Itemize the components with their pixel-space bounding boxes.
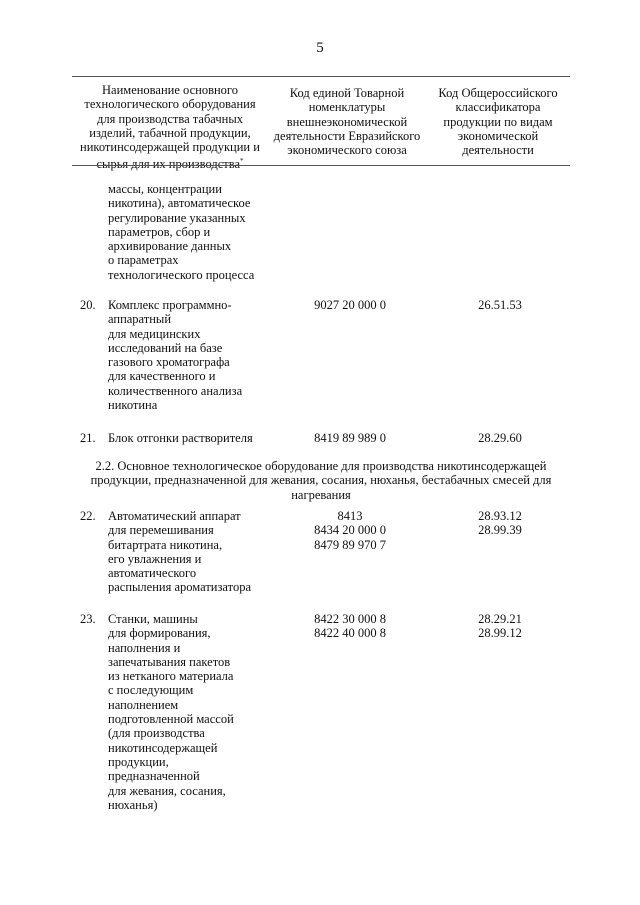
okved-code: 28.29.60	[478, 431, 522, 445]
equipment-name: массы, концентрации никотина), автоматическое регулирование указанных параметров, сбор и архивирование данных о параметрах технологического процесса	[108, 182, 255, 282]
header-col-okved: Код Общероссийского классификатора продукции по видам экономической деятельности	[438, 86, 558, 158]
equipment-name: Комплекс программно- аппаратный для медицинских исследований на базе газового хроматографа для качественного и количественного анализа никотина	[108, 298, 243, 413]
okved-code: 28.93.12 28.99.39	[478, 509, 522, 538]
row-number: 21.	[80, 431, 96, 445]
tnved-code: 9027 20 000 0	[314, 298, 386, 312]
header-bottom-border	[72, 165, 570, 166]
header-col-equipment-text: Наименование основного технологического оборудования для производства табачных изделий, табачной продукции, никотинсодержащей продукции и сырья для их производства	[80, 83, 260, 172]
header-col-equipment	[76, 83, 264, 172]
row-number: 20.	[80, 298, 96, 312]
okved-code: 28.29.21 28.99.12	[478, 612, 522, 641]
tnved-code: 8419 89 989 0	[314, 431, 386, 445]
row-number: 22.	[80, 509, 96, 523]
equipment-name: Станки, машины для формирования, наполнения и запечатывания пакетов из нетканого материала с последующим наполнением подготовленной массой (для производства никотинсодержащей продукции, предназначенной для жевания, сосания, нюханья)	[108, 612, 234, 812]
page-number: 5	[316, 40, 324, 56]
tnved-code: 8422 30 000 8 8422 40 000 8	[314, 612, 386, 641]
header-col-tnved: Код единой Товарной номенклатуры внешнеэкономической деятельности Евразийского экономического союза	[273, 86, 421, 158]
tnved-code: 8413 8434 20 000 0 8479 89 970 7	[314, 509, 386, 552]
equipment-name: Автоматический аппарат для перемешивания битартрата никотина, его увлажнения и автоматического распыления ароматизатора	[108, 509, 251, 595]
section-heading: 2.2. Основное технологическое оборудование для производства никотинсодержащей продукции, предназначенной для жевания, сосания, нюханья, бестабачных смесей для нагревания	[90, 459, 552, 502]
row-number: 23.	[80, 612, 96, 626]
footnote-mark: *	[240, 157, 244, 166]
equipment-name: Блок отгонки растворителя	[108, 431, 253, 445]
okved-code: 26.51.53	[478, 298, 522, 312]
table-top-border	[72, 76, 570, 77]
